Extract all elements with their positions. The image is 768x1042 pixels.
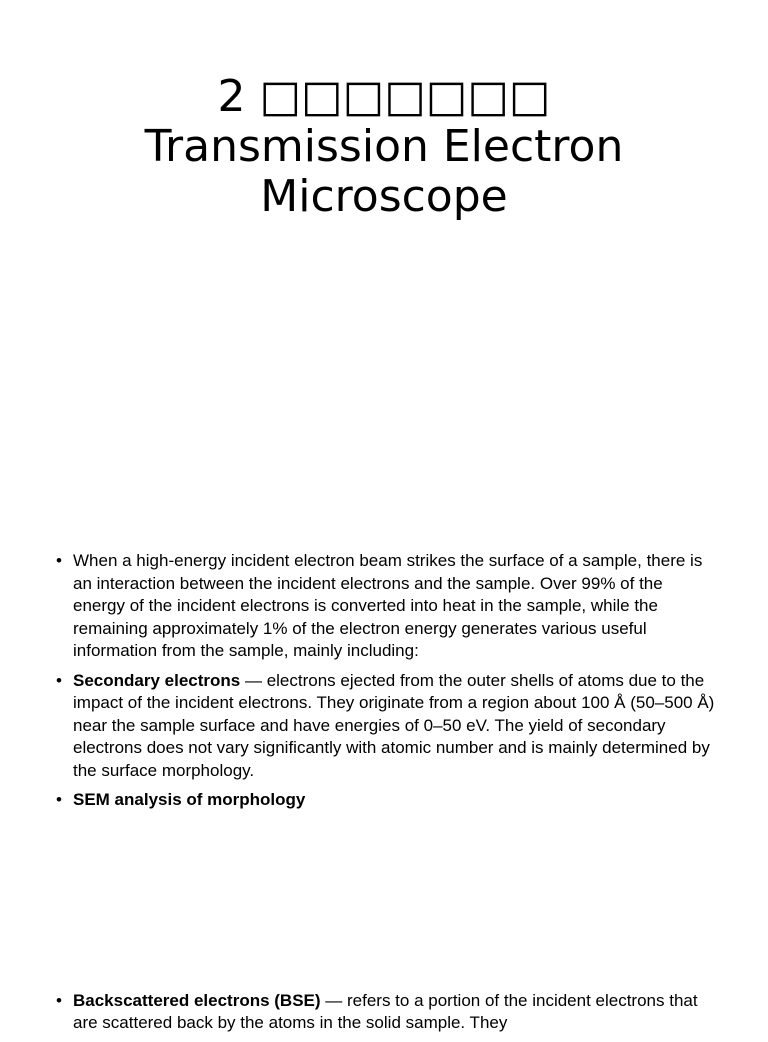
- bullet-dot-icon: •: [56, 990, 62, 1010]
- bullet-list: [56, 550, 716, 1042]
- bullet-term: SEM analysis of morphology: [73, 790, 306, 809]
- bullet-dot-icon: •: [56, 670, 62, 690]
- image-placeholder-space: [56, 819, 716, 990]
- bullet-text: — electrons ejected from the outer shells of atoms due to the impact of the incident electrons. They originate from a region about 100 Å (50–500 Å) near the sample surface and have energies of 0–50 eV. The yield of secondary electrons does not vary significantly with atomic number and is mainly determined by the surface morphology.: [73, 670, 715, 780]
- bullet-term: Secondary electrons: [73, 670, 241, 690]
- title-line-3: Microscope: [260, 171, 508, 222]
- bullet-term: Backscattered electrons (BSE): [73, 990, 321, 1010]
- bullet-dot-icon: •: [56, 551, 62, 570]
- bullet-text: When a high-energy incident electron beam strikes the surface of a sample, there is an interaction between the incident electrons and the sample. Over 99% of the energy of the incident electrons is converted into heat in the sample, while the remaining approximately 1% of the electron energy generates various useful information from the sample, mainly including:: [73, 551, 703, 660]
- bullet-item-interaction: [56, 550, 716, 663]
- slide-title: [0, 72, 768, 222]
- bullet-item-secondary-electrons: [56, 670, 716, 783]
- title-line-2: Transmission Electron: [144, 121, 624, 172]
- bullet-text: — refers to a portion of the incident electrons that are scattered back by the atoms in the solid sample. They: [73, 990, 698, 1032]
- bullet-dot-icon: •: [56, 790, 62, 809]
- bullet-item-backscattered-electrons: [56, 990, 716, 1035]
- title-line-1: 2 □□□□□□□: [217, 71, 551, 122]
- bullet-item-sem-analysis: [56, 789, 716, 812]
